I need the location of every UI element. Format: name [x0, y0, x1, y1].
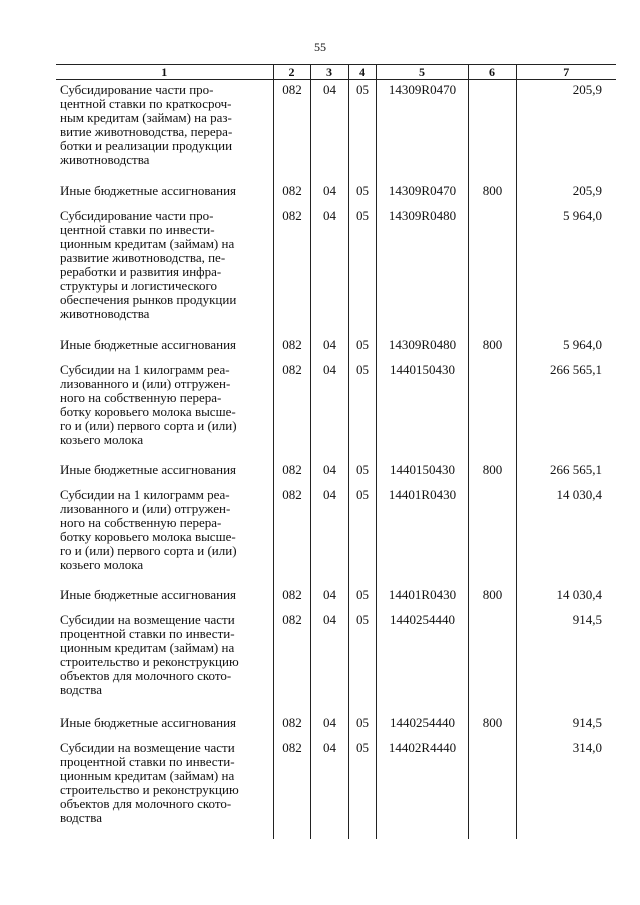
cell-col-3: 04 — [310, 485, 348, 585]
table-row — [56, 206, 616, 335]
cell-name: Иные бюджетные ассигнования — [60, 586, 237, 602]
header-col-3: 3 — [310, 65, 348, 80]
cell-col-5: 14309R0480 — [376, 206, 468, 335]
cell-col-6 — [468, 360, 516, 460]
cell-col-2: 082 — [273, 206, 310, 335]
table-row — [56, 181, 616, 206]
header-row — [56, 65, 616, 80]
cell-col-3: 04 — [310, 360, 348, 460]
table-row — [56, 485, 616, 585]
cell-col-7: 914,5 — [516, 713, 616, 738]
cell-col-7: 205,9 — [516, 80, 616, 181]
cell-col-6: 800 — [468, 335, 516, 360]
table-row — [56, 585, 616, 610]
cell-col-5: 1440150430 — [376, 460, 468, 485]
cell-col-6 — [468, 485, 516, 585]
cell-col-2: 082 — [273, 181, 310, 206]
cell-col-7: 314,0 — [516, 738, 616, 839]
cell-col-3: 04 — [310, 80, 348, 181]
cell-name: Иные бюджетные ассигнования — [60, 714, 237, 730]
cell-name: Субсидирование части про- центной ставки по инвести- ционным кредитам (займам) на развитие животноводства, пе- реработки и развития инфра- структуры и логистического обеспечения рынков продукции животноводства — [60, 207, 237, 321]
cell-col-7: 14 030,4 — [516, 585, 616, 610]
cell-col-5: 14401R0430 — [376, 485, 468, 585]
cell-col-4: 05 — [348, 713, 376, 738]
table-row — [56, 738, 616, 839]
cell-col-2: 082 — [273, 460, 310, 485]
cell-col-7: 266 565,1 — [516, 360, 616, 460]
cell-col-4: 05 — [348, 206, 376, 335]
cell-col-6 — [468, 80, 516, 181]
cell-name: Субсидирование части про- центной ставки по краткосроч- ным кредитам (займам) на раз- витие животноводства, перера- ботки и реализации продукции животноводства — [60, 82, 233, 167]
header-col-6: 6 — [468, 65, 516, 80]
cell-col-7: 205,9 — [516, 181, 616, 206]
cell-col-5: 1440254440 — [376, 610, 468, 713]
cell-col-6: 800 — [468, 713, 516, 738]
cell-name: Иные бюджетные ассигнования — [60, 461, 237, 477]
cell-col-3: 04 — [310, 206, 348, 335]
cell-col-3: 04 — [310, 738, 348, 839]
cell-col-3: 04 — [310, 335, 348, 360]
cell-col-4: 05 — [348, 738, 376, 839]
cell-col-3: 04 — [310, 181, 348, 206]
budget-table — [56, 64, 616, 839]
cell-col-7: 266 565,1 — [516, 460, 616, 485]
header-col-4: 4 — [348, 65, 376, 80]
header-col-7: 7 — [516, 65, 616, 80]
table-row — [56, 335, 616, 360]
page-number: 55 — [314, 40, 326, 54]
cell-col-6: 800 — [468, 585, 516, 610]
table-row — [56, 713, 616, 738]
cell-col-7: 14 030,4 — [516, 485, 616, 585]
cell-name: Субсидии на возмещение части процентной ставки по инвести- ционным кредитам (займам) на строительство и реконструкцию объектов для молочного ското- водства — [60, 611, 239, 697]
cell-col-2: 082 — [273, 585, 310, 610]
cell-col-4: 05 — [348, 485, 376, 585]
cell-col-5: 14309R0470 — [376, 181, 468, 206]
cell-col-4: 05 — [348, 460, 376, 485]
table-row — [56, 360, 616, 460]
cell-col-2: 082 — [273, 485, 310, 585]
cell-col-6 — [468, 206, 516, 335]
header-col-5: 5 — [376, 65, 468, 80]
table-body — [56, 80, 616, 839]
cell-col-5: 14401R0430 — [376, 585, 468, 610]
header-col-1: 1 — [56, 65, 273, 80]
cell-col-5: 14309R0480 — [376, 335, 468, 360]
cell-col-5: 1440150430 — [376, 360, 468, 460]
cell-col-7: 5 964,0 — [516, 206, 616, 335]
cell-col-2: 082 — [273, 80, 310, 181]
table-row — [56, 610, 616, 713]
header-col-2: 2 — [273, 65, 310, 80]
cell-col-3: 04 — [310, 610, 348, 713]
cell-col-7: 5 964,0 — [516, 335, 616, 360]
cell-col-2: 082 — [273, 738, 310, 839]
cell-col-7: 914,5 — [516, 610, 616, 713]
cell-col-4: 05 — [348, 335, 376, 360]
cell-name: Иные бюджетные ассигнования — [60, 336, 237, 352]
cell-name: Субсидии на 1 килограмм реа- лизованного и (или) отгружен- ного на собственную перера- ботку коровьего молока высше- го и (или) первого сорта и (или) козьего молока — [60, 486, 237, 572]
cell-col-5: 14309R0470 — [376, 80, 468, 181]
cell-col-6: 800 — [468, 460, 516, 485]
cell-col-4: 05 — [348, 360, 376, 460]
cell-col-2: 082 — [273, 360, 310, 460]
cell-col-3: 04 — [310, 460, 348, 485]
cell-col-6 — [468, 738, 516, 839]
cell-name: Иные бюджетные ассигнования — [60, 182, 237, 198]
cell-col-5: 1440254440 — [376, 713, 468, 738]
cell-col-4: 05 — [348, 181, 376, 206]
table-row — [56, 460, 616, 485]
cell-col-5: 14402R4440 — [376, 738, 468, 839]
cell-col-4: 05 — [348, 585, 376, 610]
cell-col-3: 04 — [310, 713, 348, 738]
cell-col-4: 05 — [348, 610, 376, 713]
table-row — [56, 80, 616, 181]
cell-col-6: 800 — [468, 181, 516, 206]
cell-col-2: 082 — [273, 610, 310, 713]
cell-col-2: 082 — [273, 713, 310, 738]
cell-col-4: 05 — [348, 80, 376, 181]
cell-name: Субсидии на возмещение части процентной ставки по инвести- ционным кредитам (займам) на строительство и реконструкцию объектов для молочного ското- водства — [60, 739, 239, 825]
cell-col-3: 04 — [310, 585, 348, 610]
cell-col-2: 082 — [273, 335, 310, 360]
cell-col-6 — [468, 610, 516, 713]
cell-name: Субсидии на 1 килограмм реа- лизованного и (или) отгружен- ного на собственную перера- ботку коровьего молока высше- го и (или) первого сорта и (или) козьего молока — [60, 361, 237, 447]
